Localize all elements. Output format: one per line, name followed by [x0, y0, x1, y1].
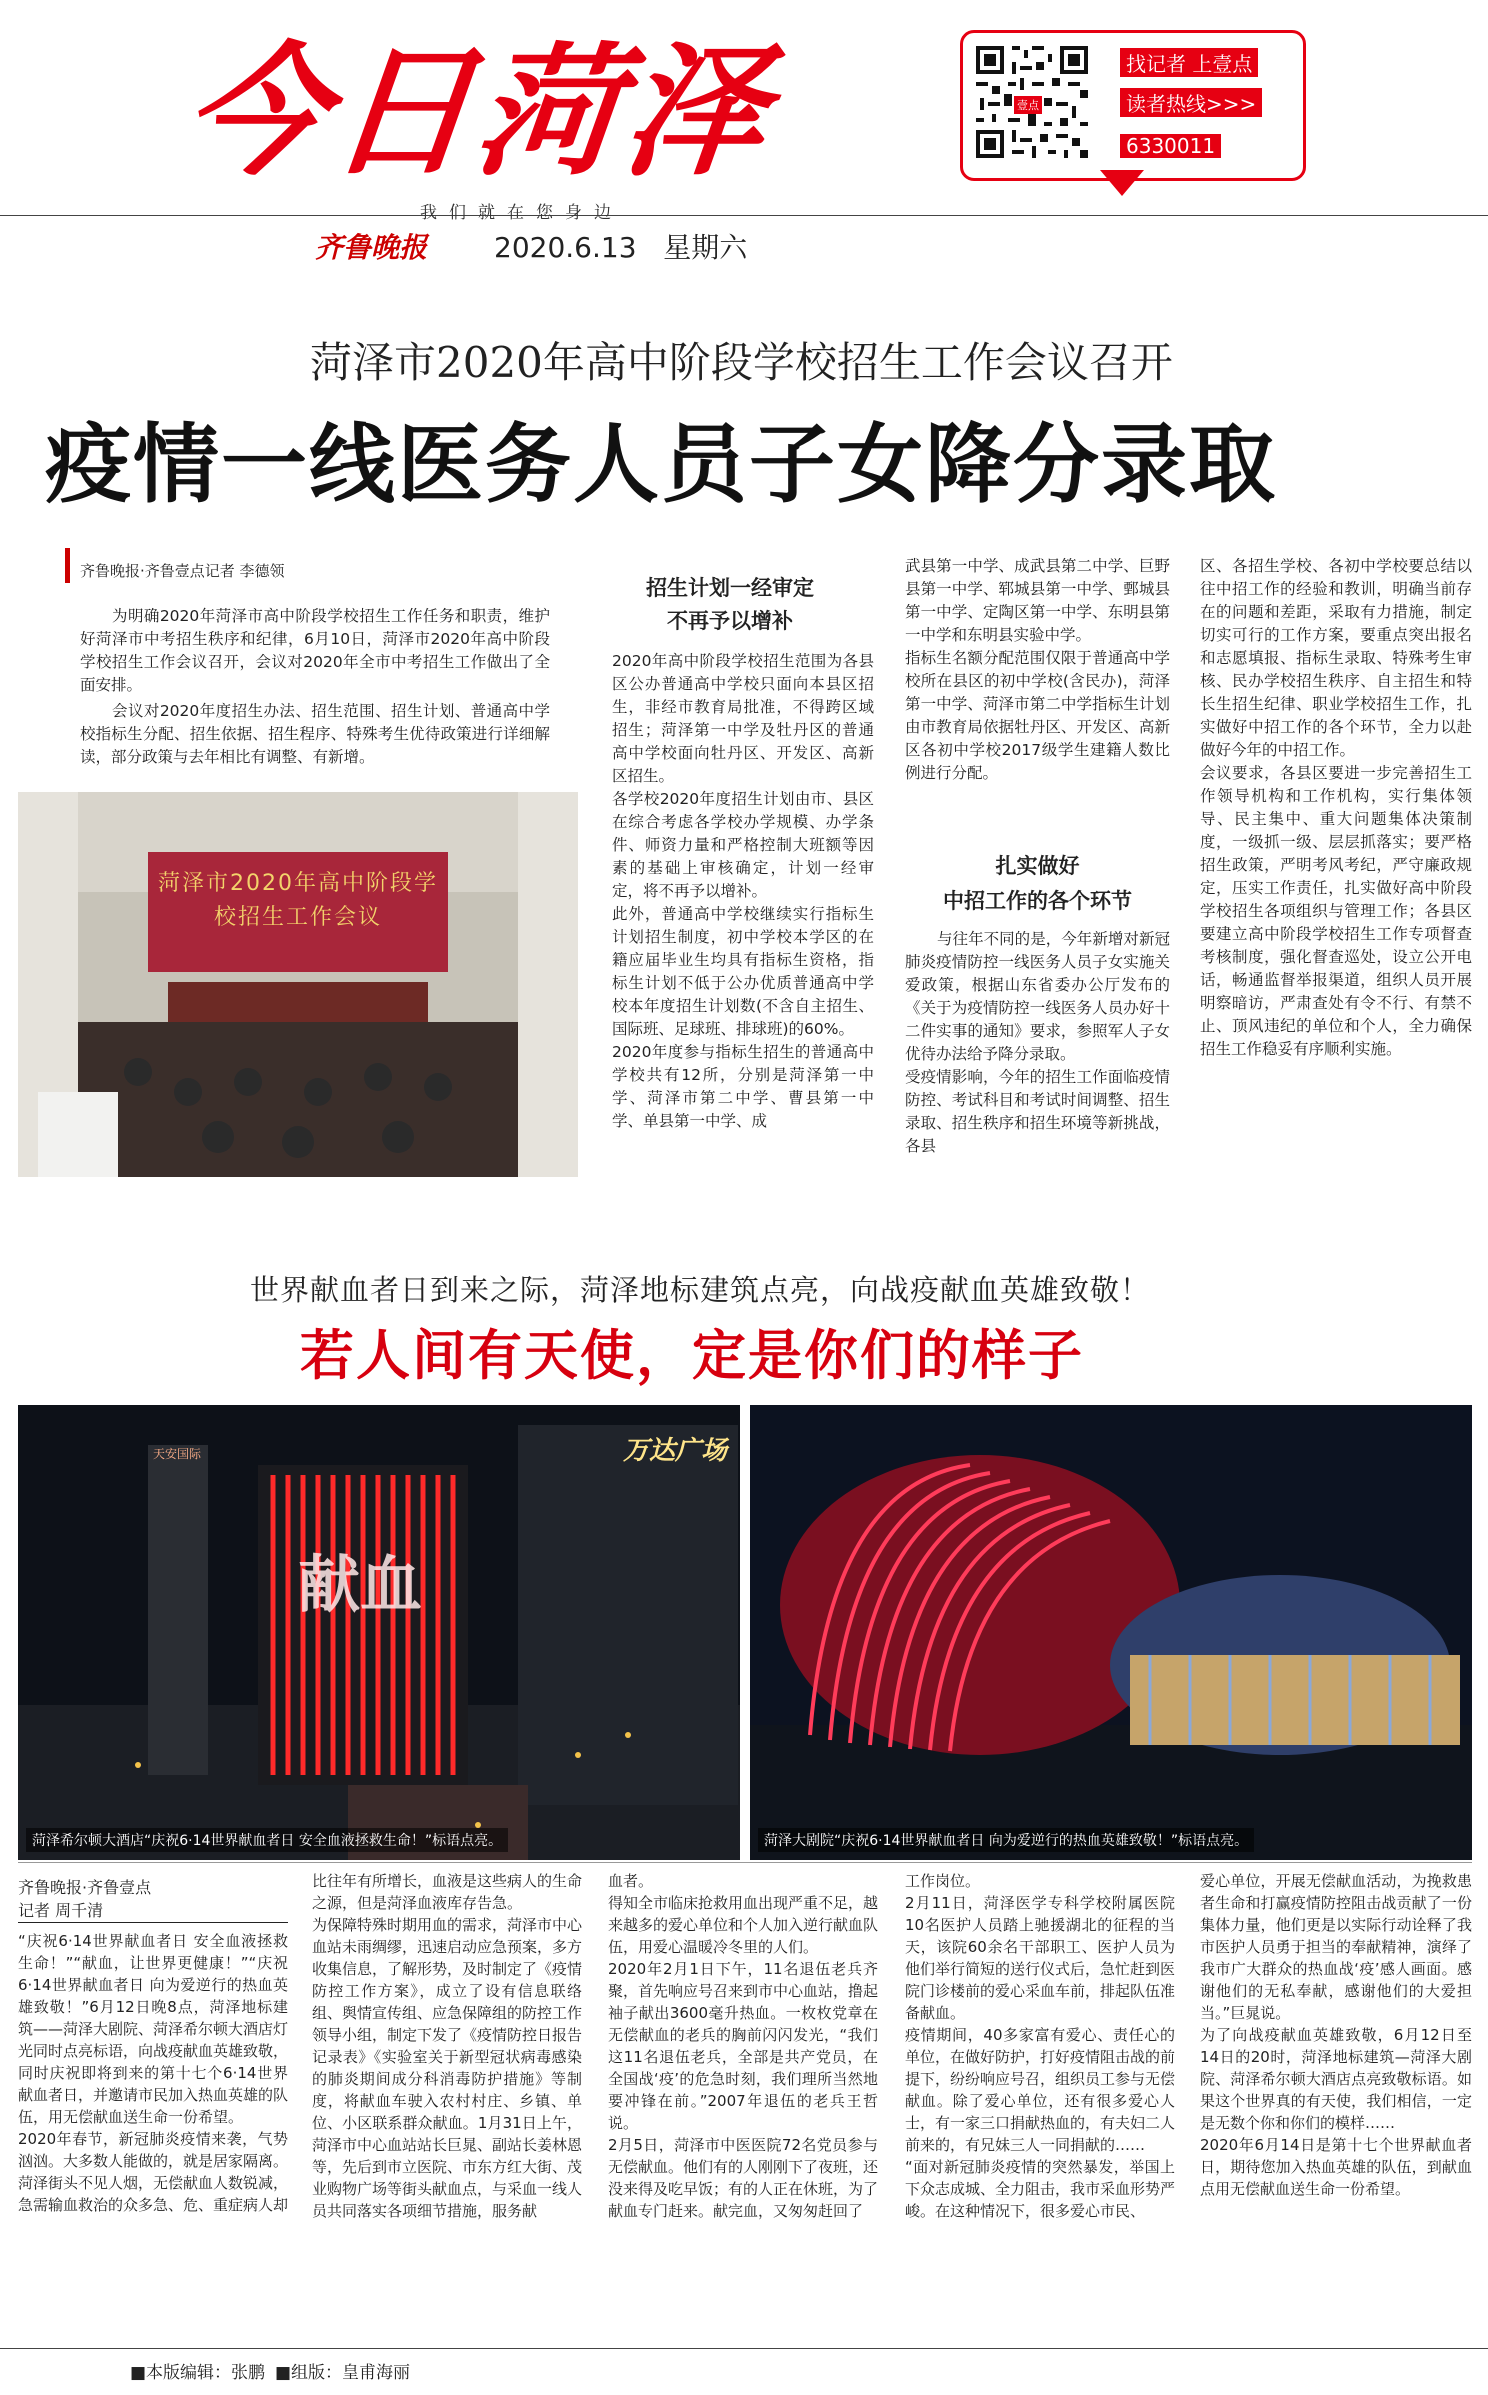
qr-phone: 6330011	[1120, 134, 1221, 158]
article1-col3b: 与往年不同的是，今年新增对新冠肺炎疫情防控一线医务人员子女实施关爱政策，根据山东省委办公厅发布的《关于为疫情防控一线医务人员办好十二件实事的通知》要求，参照军人子女优待办法给予降分录取。 受疫情影响，今年的招生工作面临疫情防控、考试科目和考试时间调整、招生录取、招生秩序和招生环境等新挑战，各县	[905, 930, 1170, 1155]
callout-tail	[1100, 170, 1144, 196]
article2-col5: 爱心单位，开展无偿献血活动，为挽救患者生命和打赢疫情防控阻击战贡献了一份集体力量，他们更是以实际行动诠释了我市医护人员勇于担当的奉献精神，演绎了我市广大群众的热血战‘疫’感人画面。感谢他们的无私奉献，感谢他们的大爱担当。”巨晁说。 为了向战疫献血英雄致敬，6月12日至14日的20时，菏泽地标建筑—菏泽大剧院、菏泽希尔顿大酒店点亮致敬标语。如果这个世界真的有天使，我们相信，一定是无数个你和你们的模样…… 2020年6月14日是第十七个世界献血者日，期待您加入热血英雄的队伍，到献血点用无偿献血送生命一份希望。	[1200, 1872, 1472, 2198]
article1-lead2: 会议对2020年度招生办法、招生范围、招生计划、普通高中学校指标生分配、招生依据、招生程序、特殊考生优待政策进行详细解读，部分政策与去年相比有调整、有新增。	[80, 702, 550, 766]
masthead-rule	[0, 215, 1488, 216]
byline-marker	[65, 548, 70, 583]
masthead-slogan: 我们就在您身边	[420, 203, 623, 223]
article1-subhead1b: 不再予以增补	[667, 609, 793, 633]
meeting-banner-text: 菏泽市2020年高中阶段学校招生工作会议	[158, 871, 438, 930]
led-screen-text: 献血	[298, 1548, 423, 1621]
article1-subhead1: 招生计划一经审定	[646, 576, 814, 600]
article1-lead1: 为明确2020年菏泽市高中阶段学校招生工作任务和职责，维护好菏泽市中考招生秩序和纪律，6月10日，菏泽市2020年高中阶段学校招生工作会议召开，会议对2020年全市中考招生工作做出了全面安排。	[80, 607, 550, 694]
wanda-sign: 万达广场	[623, 1436, 728, 1466]
tianan-sign: 天安国际	[153, 1447, 202, 1461]
article2-byline1: 齐鲁晚报·齐鲁壹点	[18, 1878, 152, 1897]
article1-subhead2: 扎实做好	[995, 854, 1080, 878]
qr-line1: 找记者 上壹点	[1120, 48, 1258, 77]
article1-col3a: 武县第一中学、成武县第二中学、巨野县第一中学、郓城县第一中学、鄄城县第一中学、定陶区第一中学、东明县第一中学和东明县实验中学。 指标生名额分配范围仅限于普通高中学校所在县区的初中学校(含民办)，菏泽第一中学、菏泽市第二中学指标生计划由市教育局依据牡丹区、开发区、高新区各初中学校2017级学生建籍人数比例进行分配。	[905, 557, 1170, 782]
qr-brand-label: 壹点	[1014, 96, 1042, 114]
article1-title: 疫情一线医务人员子女降分录取	[45, 415, 1277, 515]
article2-col3: 血者。 得知全市临床抢救用血出现严重不足，越来越多的爱心单位和个人加入逆行献血队伍，用爱心温暖冷冬里的人们。 2020年2月1日下午，11名退伍老兵齐聚，首先响应号召来到市中心血站，撸起袖子献出3600毫升热血。一枚枚党章在无偿献血的老兵的胸前闪闪发光，“我们这11名退伍老兵，全部是共产党员，在全国战‘疫’的危急时刻，我们理所当然地要冲锋在前。”2007年退伍的老兵王哲说。 2月5日，菏泽市中医医院72名党员参与无偿献血。他们有的人刚刚下了夜班，还没来得及吃早饭；有的人正在休班，为了献血专门赶来。献完血，又匆匆赶回了	[608, 1872, 879, 2220]
article2-subtitle: 世界献血者日到来之际，菏泽地标建筑点亮，向战疫献血英雄致敬！	[250, 1273, 1151, 1307]
issue-weekday: 星期六	[663, 231, 748, 264]
article1-subhead2b: 中招工作的各个环节	[943, 889, 1132, 913]
article1-subtitle: 菏泽市2020年高中阶段学校招生工作会议召开	[310, 338, 1173, 387]
article2-col4: 工作岗位。 2月11日，菏泽医学专科学校附属医院10名医护人员踏上驰援湖北的征程的当天，该院60余名干部职工、医护人员为他们举行简短的送行仪式后，急忙赶到医院门诊楼前的爱心采血车前，排起队伍准备献血。 疫情期间，40多家富有爱心、责任心的单位，在做好防护，打好疫情阻击战的前提下，纷纷响应号召，组织员工参与无偿献血。除了爱心单位，还有很多爱心人士，有一家三口捐献热血的，有夫妇二人前来的，有兄妹三人一同捐献的…… “面对新冠肺炎疫情的突然暴发，举国上下众志成城、全力阻击，我市采血形势严峻。在这种情况下，很多爱心市民、	[905, 1872, 1176, 2220]
article2-title: 若人间有天使，定是你们的样子	[300, 1324, 1084, 1387]
article1-byline: 齐鲁晚报·齐鲁壹点记者 李德领	[80, 562, 285, 580]
photo2-caption: 菏泽大剧院“庆祝6·14世界献血者日 向为爱逆行的热血英雄致敬！”标语点亮。	[758, 1828, 1254, 1852]
byline-rule	[18, 1922, 288, 1923]
hilton-hotel-photo	[18, 1405, 740, 1860]
footer-rule	[0, 2348, 1488, 2349]
article2-byline2: 记者 周千清	[18, 1901, 104, 1920]
photo1-caption: 菏泽希尔顿大酒店“庆祝6·14世界献血者日 安全血液拯救生命！”标语点亮。	[26, 1828, 508, 1852]
footer-editor: ■本版编辑：张鹏	[130, 2363, 266, 2383]
article2-col1: “庆祝6·14世界献血者日 安全血液拯救生命！”“献血，让世界更健康！”“庆祝6·14世界献血者日 向为爱逆行的热血英雄致敬！”6月12日晚8点，菏泽地标建筑——菏泽大剧院、菏泽希尔顿大酒店灯光同时点亮标语，向战疫献血英雄致敬，同时庆祝即将到来的第十七个6·14世界献血者日，并邀请市民加入热血英雄的队伍，用无偿献血送生命一份希望。 2020年春节，新冠肺炎疫情来袭，气势汹汹。大多数人能做的，就是居家隔离。菏泽街头不见人烟，无偿献血人数锐减，急需输血救治的众多急、危、重症病人却	[18, 1932, 289, 2214]
dateline	[494, 226, 747, 266]
footer-layout: ■组版：皇甫海丽	[275, 2363, 411, 2383]
issue-date: 2020.6.13	[494, 231, 637, 264]
section-divider	[18, 1862, 1472, 1863]
article1-col2: 2020年高中阶段学校招生范围为各县区公办普通高中学校只面向本县区招生，非经市教育局批准，不得跨区域招生；菏泽第一中学及牡丹区的普通高中学校面向牡丹区、开发区、高新区招生。 各学校2020年度招生计划由市、县区在综合考虑各学校办学规模、办学条件、师资力量和严格控制大班额等因素的基础上审核确定，计划一经审定，将不再予以增补。 此外，普通高中学校继续实行指标生计划招生制度，初中学校本学区的在籍应届毕业生均具有指标生资格，指标生计划不低于公办优质普通高中学校本年度招生计划数(不含自主招生、国际班、足球班、排球班)的60%。 2020年度参与指标生招生的普通高中学校共有12所，分别是菏泽第一中学、菏泽市第二中学、曹县第一中学、单县第一中学、成	[612, 652, 874, 1130]
meeting-photo	[18, 792, 578, 1177]
article1-col4: 区、各招生学校、各初中学校要总结以往中招工作的经验和教训，明确当前存在的问题和差距，采取有力措施，制定切实可行的工作方案，要重点突出报名和志愿填报、指标生录取、特殊考生审核、民办学校招生秩序、自主招生和特长生招生纪律、职业学校招生工作，扎实做好中招工作的各个环节，全力以赴做好今年的中招工作。 会议要求，各县区要进一步完善招生工作领导机构和工作机构，实行集体领导、民主集中、重大问题集体决策制度，一级抓一级、层层抓落实；要严格招生政策，严明考风考纪，严守廉政规定，压实工作责任，扎实做好高中阶段学校招生各项组织与管理工作；各县区要建立高中阶段学校招生工作专项督查考核制度，强化督查巡处，设立公开电话，畅通监督举报渠道，组织人员开展明察暗访，严肃查处有令不行、有禁不止、顶风违纪的单位和个人，全力确保招生工作稳妥有序顺利实施。	[1200, 557, 1472, 1058]
qr-line2: 读者热线>>>	[1120, 88, 1262, 117]
paper-name: 齐鲁晚报	[315, 231, 428, 264]
article2-col2: 比往年有所增长，血液是这些病人的生命之源，但是菏泽血液库存告急。 为保障特殊时期用血的需求，菏泽市中心血站未雨绸缪，迅速启动应急预案，多方收集信息，了解形势，及时制定了《疫情防控工作方案》，成立了设有信息联络组、舆情宣传组、应急保障组的防控工作领导小组，制定下发了《疫情防控日报告记录表》《实验室关于新型冠状病毒感染的肺炎期间成分科消毒防护措施》等制度，将献血车驶入农村村庄、乡镇、单位、小区联系群众献血。1月31日上午，菏泽市中心血站站长巨晁、副站长姜林恩等，先后到市立医院、市东方红大街、茂业购物广场等街头献血点，与采血一线人员共同落实各项细节措施，服务献	[312, 1872, 583, 2220]
grand-theatre-photo	[750, 1405, 1472, 1860]
masthead-logo: 今日菏泽	[176, 30, 778, 195]
